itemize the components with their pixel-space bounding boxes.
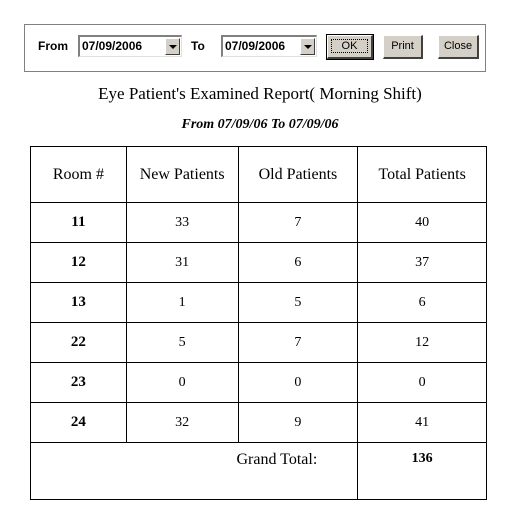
total-patients-cell: 0 <box>358 363 487 403</box>
table-row <box>31 403 487 443</box>
table-header-row <box>31 147 487 203</box>
old-patients-cell: 7 <box>238 203 358 243</box>
room-cell: 11 <box>31 203 127 243</box>
to-label: To <box>191 39 205 53</box>
date-filter-toolbar <box>24 24 486 72</box>
total-patients-cell: 12 <box>358 323 487 363</box>
total-patients-cell: 40 <box>358 203 487 243</box>
table-row <box>31 243 487 283</box>
header-total-patients: Total Patients <box>358 147 487 203</box>
header-room: Room # <box>31 147 127 203</box>
table-row <box>31 323 487 363</box>
grand-total-label: Grand Total: <box>31 443 358 500</box>
chevron-down-icon[interactable] <box>300 38 315 55</box>
table-row <box>31 363 487 403</box>
header-old-patients: Old Patients <box>238 147 358 203</box>
from-date-value[interactable]: 07/09/2006 <box>82 39 143 53</box>
chevron-down-icon[interactable] <box>165 38 180 55</box>
report-date-range: From 07/09/06 To 07/09/06 <box>181 117 339 132</box>
room-cell: 24 <box>31 403 127 443</box>
from-date-picker[interactable] <box>78 35 182 57</box>
total-patients-cell: 41 <box>358 403 487 443</box>
to-date-value[interactable]: 07/09/2006 <box>225 39 286 53</box>
from-label: From <box>38 39 68 53</box>
new-patients-cell: 5 <box>126 323 238 363</box>
table-row <box>31 283 487 323</box>
old-patients-cell: 6 <box>238 243 358 283</box>
total-patients-cell: 37 <box>358 243 487 283</box>
close-button[interactable]: Close <box>438 35 479 59</box>
grand-total-value: 136 <box>358 443 487 500</box>
room-cell: 22 <box>31 323 127 363</box>
header-new-patients: New Patients <box>126 147 238 203</box>
ok-button-label: OK <box>331 39 369 53</box>
grand-total-row <box>31 443 487 500</box>
room-cell: 13 <box>31 283 127 323</box>
old-patients-cell: 0 <box>238 363 358 403</box>
new-patients-cell: 1 <box>126 283 238 323</box>
old-patients-cell: 5 <box>238 283 358 323</box>
old-patients-cell: 7 <box>238 323 358 363</box>
new-patients-cell: 33 <box>126 203 238 243</box>
to-date-picker[interactable] <box>221 35 317 57</box>
new-patients-cell: 0 <box>126 363 238 403</box>
report-table <box>30 146 487 500</box>
old-patients-cell: 9 <box>238 403 358 443</box>
print-button[interactable]: Print <box>383 35 423 59</box>
room-cell: 23 <box>31 363 127 403</box>
new-patients-cell: 32 <box>126 403 238 443</box>
table-row <box>31 203 487 243</box>
report-title: Eye Patient's Examined Report( Morning Shift) <box>98 84 422 103</box>
ok-button[interactable] <box>327 35 373 59</box>
total-patients-cell: 6 <box>358 283 487 323</box>
room-cell: 12 <box>31 243 127 283</box>
new-patients-cell: 31 <box>126 243 238 283</box>
